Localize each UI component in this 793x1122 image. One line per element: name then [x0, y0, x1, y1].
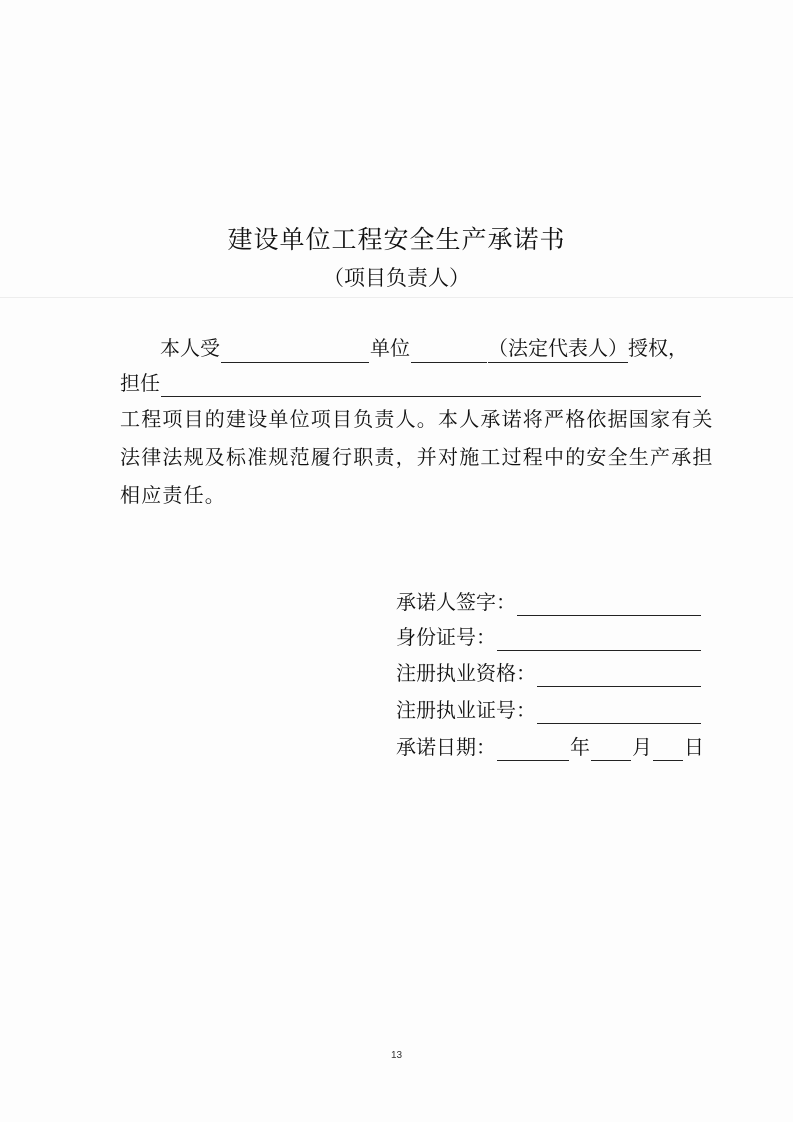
paragraph-line-5: 相应责任。: [120, 483, 226, 507]
text-danwei: 单位: [370, 336, 410, 360]
qualification-label: 注册执业资格：: [396, 661, 536, 685]
id-number-field[interactable]: [497, 626, 701, 651]
scan-artifact-line: [0, 297, 793, 298]
text-legal-representative: （法定代表人）: [488, 336, 628, 363]
year-label: 年: [570, 735, 590, 759]
paragraph-line-4: 法律法规及标准规范履行职责，并对施工过程中的安全生产承担: [120, 445, 714, 469]
id-label: 身份证号：: [396, 625, 496, 649]
signature-row-signer: [396, 588, 702, 616]
cert-number-field[interactable]: [537, 699, 701, 724]
paragraph-line-2: [120, 369, 702, 397]
signature-row-date: [396, 733, 704, 761]
text-danren: 担任: [120, 371, 160, 395]
signer-label: 承诺人签字：: [396, 590, 516, 614]
text-authorize: 授权，: [628, 336, 688, 360]
date-day-field[interactable]: [653, 736, 683, 761]
qualification-field[interactable]: [537, 662, 701, 687]
document-subtitle: （项目负责人）: [323, 266, 470, 290]
date-year-field[interactable]: [497, 736, 569, 761]
date-label: 承诺日期：: [396, 735, 496, 759]
paragraph-line-3: 工程项目的建设单位项目负责人。本人承诺将严格依据国家有关: [120, 407, 714, 431]
page-number: 13: [390, 1050, 403, 1061]
day-label: 日: [684, 735, 704, 759]
blank-unit-name[interactable]: [411, 338, 487, 363]
text-benrenshou: 本人受: [160, 336, 220, 360]
date-month-field[interactable]: [591, 736, 631, 761]
cert-label: 注册执业证号：: [396, 698, 536, 722]
signer-signature-field[interactable]: [517, 591, 701, 616]
blank-authorizing-unit[interactable]: [221, 338, 369, 363]
month-label: 月: [632, 735, 652, 759]
signature-row-cert: [396, 696, 702, 724]
signature-row-qualification: [396, 659, 702, 687]
signature-row-id: [396, 623, 702, 651]
blank-project-name[interactable]: [161, 372, 701, 397]
document-title: 建设单位工程安全生产承诺书: [227, 225, 566, 254]
paragraph-line-1: [160, 334, 688, 363]
